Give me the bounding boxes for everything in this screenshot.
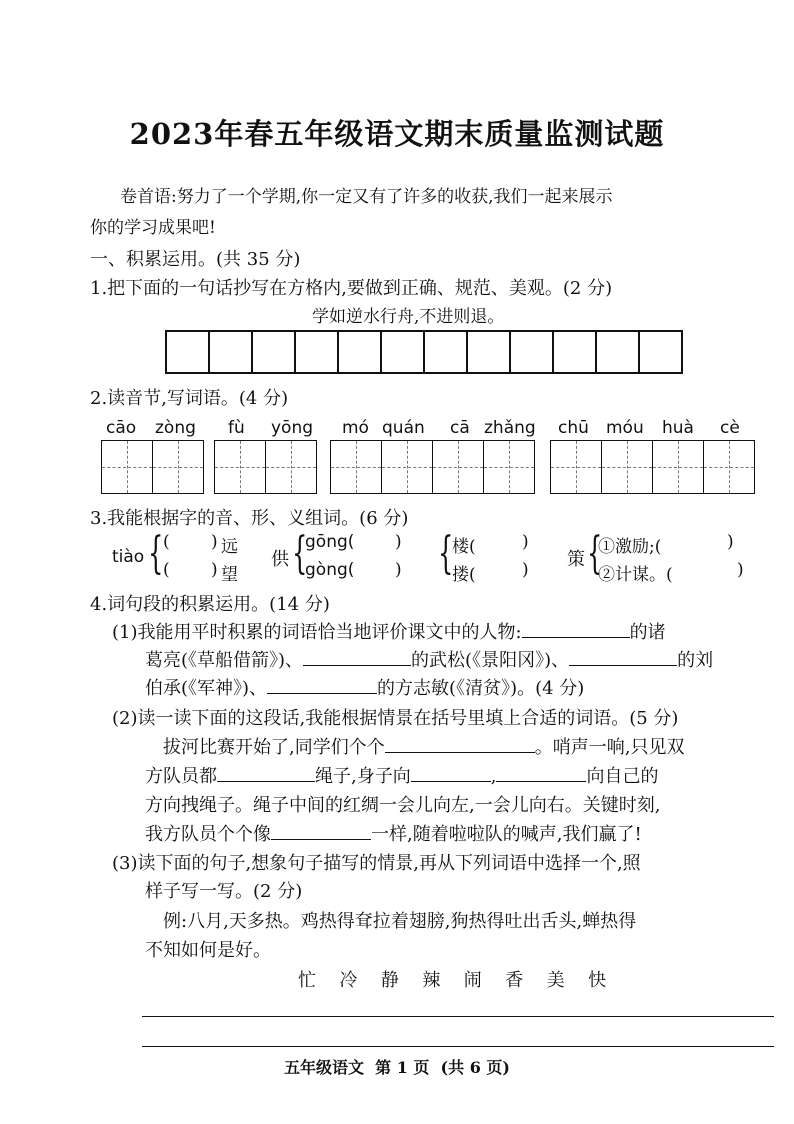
tianzige-cell[interactable]: [653, 441, 704, 493]
q4-2-line-2: [163, 733, 684, 759]
question-3-label: 3.我能根据字的音、形、义组词。(6 分): [90, 508, 409, 529]
lou2-char: 搂(: [452, 565, 476, 585]
copy-cell[interactable]: [554, 332, 597, 372]
preface-line-1: 卷首语:努力了一个学期,你一定又有了许多的收获,我们一起来展示: [120, 187, 613, 207]
q4-2-text: 一样,随着啦啦队的喊声,我们赢了!: [371, 824, 642, 845]
q4-2-text: ,: [490, 766, 497, 787]
copy-cell[interactable]: [511, 332, 554, 372]
paren-close: ): [395, 560, 402, 580]
question-4-label: 4.词句段的积累运用。(14 分): [90, 594, 330, 615]
tiao-pinyin: tiào: [112, 547, 145, 567]
preface-line-2: 你的学习成果吧!: [90, 218, 216, 238]
ce-meaning-2: ②计谋。(: [598, 565, 673, 585]
answer-blank[interactable]: [522, 619, 630, 638]
pinyin: zhǎng: [484, 418, 536, 438]
gong4-pinyin: gòng(: [305, 560, 355, 580]
copy-cell[interactable]: [425, 332, 468, 372]
pinyin: cāo: [106, 418, 137, 438]
copy-cell[interactable]: [253, 332, 296, 372]
q4-2-line-5: [145, 820, 642, 846]
q4-1-line-1: [112, 618, 666, 644]
tianzige-cell[interactable]: [153, 441, 203, 493]
answer-blank[interactable]: [217, 763, 315, 782]
pinyin: móu: [606, 418, 644, 438]
q4-1-text: 伯承(《军神》)、: [145, 678, 268, 699]
copy-cell[interactable]: [167, 332, 210, 372]
q4-1-text: 葛亮(《草船借箭》)、: [145, 650, 304, 671]
q4-1-text: 的诸: [629, 622, 666, 643]
copy-cell[interactable]: [468, 332, 511, 372]
pinyin: huà: [662, 418, 694, 438]
pinyin: quán: [382, 418, 425, 438]
paren-open: (: [163, 532, 170, 552]
gong-char: 供: [271, 549, 289, 570]
paren-close: ): [737, 560, 744, 580]
pinyin: fù: [228, 418, 245, 438]
answer-blank[interactable]: [267, 675, 377, 694]
copy-cell[interactable]: [382, 332, 425, 372]
copy-cell[interactable]: [339, 332, 382, 372]
page-footer: 五年级语文 第 1 页 (共 6 页): [284, 1058, 510, 1077]
paren-close: ): [522, 560, 529, 580]
paren-close: ): [727, 532, 734, 552]
tianzige-cell[interactable]: [433, 441, 484, 493]
yuan-char: 远: [221, 537, 238, 557]
pinyin: zòng: [155, 418, 196, 438]
pinyin: chū: [558, 418, 589, 438]
tianzige-group: [101, 440, 204, 494]
q4-2-text: 拔河比赛开始了,同学们个个: [163, 737, 385, 758]
paren-close: ): [522, 532, 529, 552]
q4-2-text: 我方队员个个像: [145, 824, 271, 845]
paren-close: ): [211, 560, 218, 580]
paren-close: ): [211, 532, 218, 552]
q4-1-line-2: [145, 646, 713, 672]
q4-3-line-2: 样子写一写。(2 分): [145, 881, 303, 902]
ce-char: 策: [567, 549, 585, 570]
answer-blank[interactable]: [303, 647, 411, 666]
answer-blank[interactable]: [271, 821, 371, 840]
q4-3-line-1: (3)读下面的句子,想象句子描写的情景,再从下列词语中选择一个,照: [112, 853, 641, 874]
q4-1-line-3: [145, 674, 584, 700]
pinyin: mó: [342, 418, 369, 438]
q4-1-text: 的方志敏(《清贫》)。(4 分): [377, 678, 585, 699]
question-2-label: 2.读音节,写词语。(4 分): [90, 388, 289, 409]
copy-cell[interactable]: [597, 332, 640, 372]
writing-line[interactable]: [142, 1046, 774, 1047]
tianzige-group: [550, 440, 755, 494]
q4-2-text: 绳子,身子向: [315, 766, 411, 787]
tianzige-group: [214, 440, 317, 494]
question-1-sentence: 学如逆水行舟,不进则退。: [312, 307, 505, 327]
tianzige-cell[interactable]: [602, 441, 653, 493]
q4-1-text: 的刘: [677, 650, 714, 671]
gong1-pinyin: gōng(: [305, 532, 355, 552]
tianzige-cell[interactable]: [215, 441, 266, 493]
tianzige-cell[interactable]: [382, 441, 433, 493]
q4-1-text: (1)我能用平时积累的词语恰当地评价课文中的人物:: [112, 622, 522, 643]
q4-2-text: 向自己的: [586, 766, 659, 787]
brace-4: {: [587, 528, 603, 579]
writing-line[interactable]: [142, 1016, 774, 1017]
tianzige-cell[interactable]: [266, 441, 316, 493]
wang-char: 望: [221, 565, 238, 585]
q4-2-line-1: (2)读一读下面的这段话,我能根据情景在括号里填上合适的词语。(5 分): [112, 708, 679, 729]
ce-meaning-1: ①激励;(: [598, 537, 662, 557]
paren-open: (: [163, 560, 170, 580]
q4-2-line-4: 方向拽绳子。绳子中间的红绸一会儿向左,一会儿向右。关键时刻,: [145, 795, 661, 816]
copy-cell[interactable]: [210, 332, 253, 372]
copy-cell[interactable]: [640, 332, 681, 372]
tianzige-cell[interactable]: [704, 441, 754, 493]
q4-2-line-3: [145, 762, 658, 788]
brace-2: {: [292, 528, 308, 579]
pinyin: cè: [720, 418, 740, 438]
answer-blank[interactable]: [411, 763, 491, 782]
answer-blank[interactable]: [385, 734, 535, 753]
answer-blank[interactable]: [569, 647, 677, 666]
copy-grid: [165, 330, 683, 374]
q4-2-text: 方队员都: [145, 766, 217, 787]
paren-close: ): [395, 532, 402, 552]
q4-2-text: 。哨声一响,只见双: [534, 737, 685, 758]
page-title: 2023年春五年级语文期末质量监测试题: [129, 117, 665, 151]
pinyin: yōng: [271, 418, 314, 438]
question-1-label: 1.把下面的一句话抄写在方格内,要做到正确、规范、美观。(2 分): [90, 278, 613, 299]
q4-1-text: 的武松(《景阳冈》)、: [411, 650, 570, 671]
brace-3: {: [438, 528, 454, 579]
tianzige-cell[interactable]: [484, 441, 534, 493]
answer-blank[interactable]: [496, 763, 586, 782]
section-1-heading: 一、积累运用。(共 35 分): [90, 249, 301, 270]
brace-1: {: [148, 528, 164, 579]
tianzige-cell[interactable]: [551, 441, 602, 493]
word-choices: 忙 冷 静 辣 闹 香 美 快: [298, 970, 607, 991]
tianzige-group: [330, 440, 535, 494]
q4-3-example: 例:八月,天多热。鸡热得耷拉着翅膀,狗热得吐出舌头,蝉热得: [163, 911, 637, 932]
pinyin: cā: [450, 418, 470, 438]
lou-char: 楼(: [452, 537, 476, 557]
copy-cell[interactable]: [296, 332, 339, 372]
tianzige-cell[interactable]: [331, 441, 382, 493]
q4-3-example-end: 不知如何是好。: [145, 940, 271, 961]
tianzige-cell[interactable]: [102, 441, 153, 493]
